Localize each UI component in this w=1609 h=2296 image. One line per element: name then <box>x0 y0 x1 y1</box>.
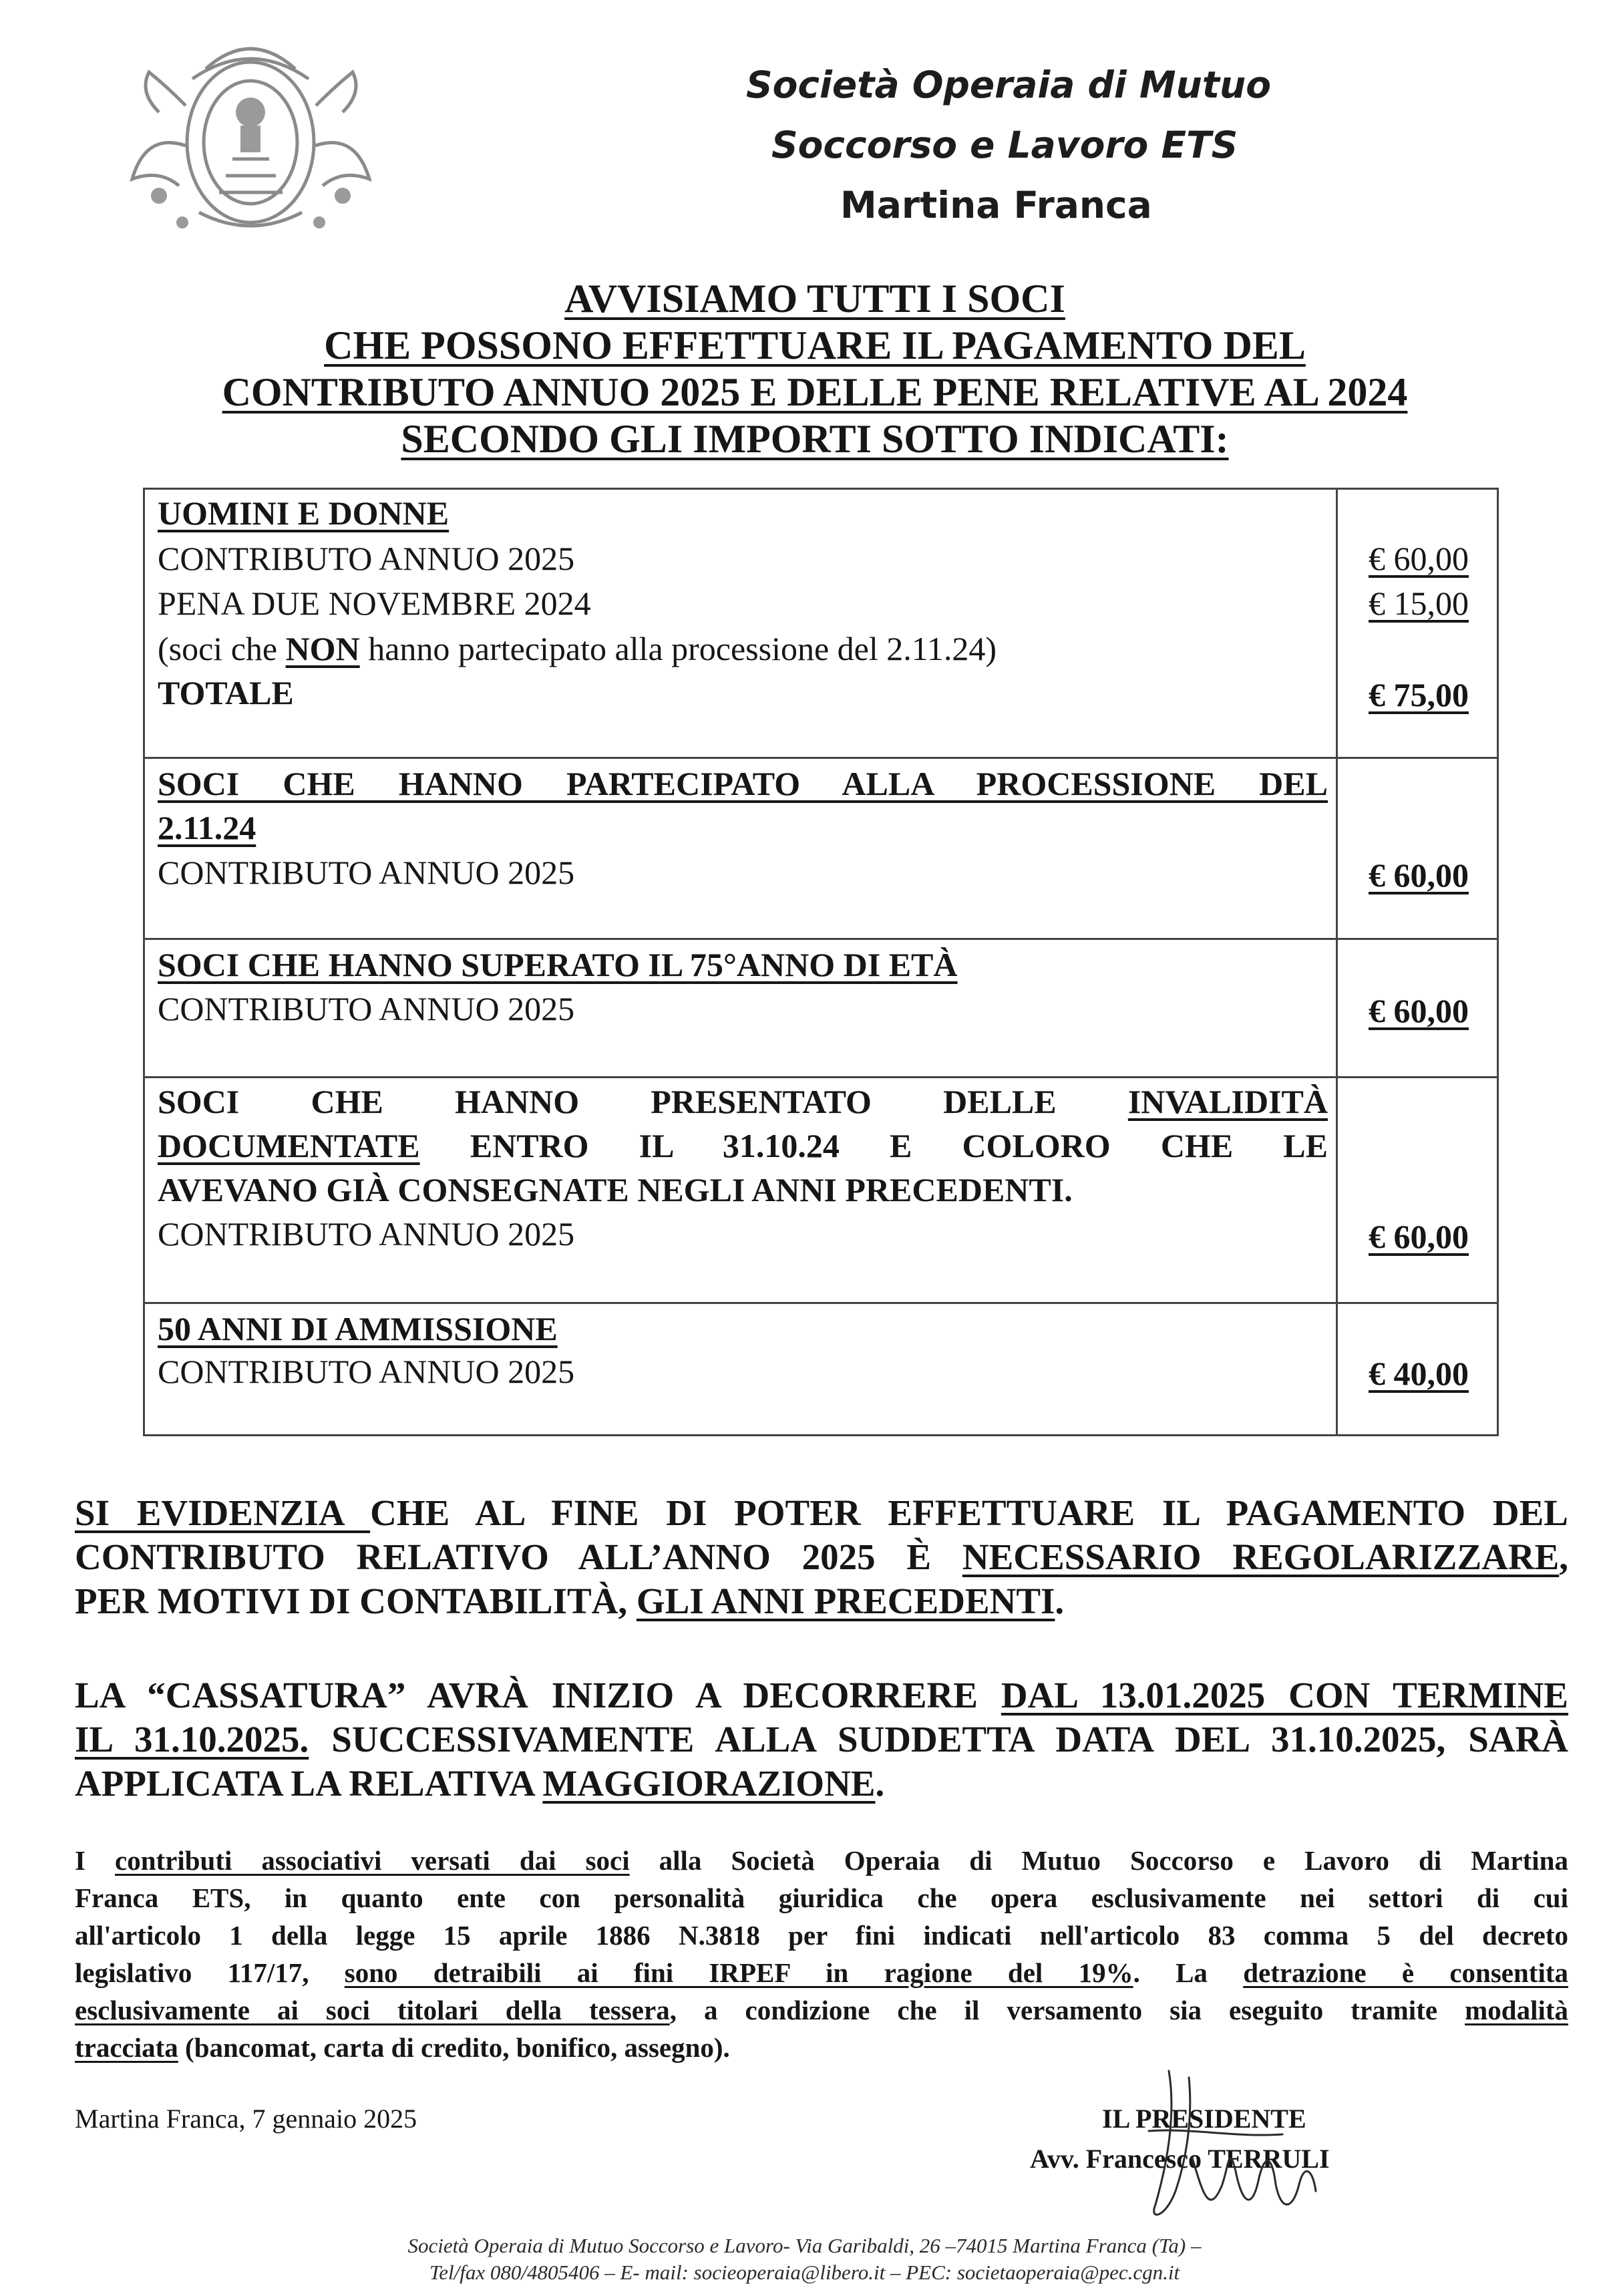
row4-amount: € 60,00 <box>1369 1218 1469 1255</box>
row5-title: 50 ANNI DI AMMISSIONE <box>158 1310 558 1347</box>
letterhead-line-2: Soccorso e Lavoro ETS <box>771 124 1238 166</box>
cassatura-line-1: LA “CASSATURA” AVRÀ INIZIO A DECORRERE DAL 13.01.2025 CON TERMINE <box>75 1675 1568 1715</box>
place-date: Martina Franca, 7 gennaio 2025 <box>75 2104 417 2134</box>
row4-line-3: AVEVANO GIÀ CONSEGNATE NEGLI ANNI PRECEDENTI. <box>158 1171 1073 1208</box>
evidenzia-line-3: PER MOTIVI DI CONTABILITÀ, GLI ANNI PRECEDENTI. <box>75 1581 1065 1621</box>
row4-line-2: DOCUMENTATE ENTRO IL 31.10.24 E COLORO CHE LE <box>158 1127 1328 1164</box>
evidenzia-line-1: SI EVIDENZIA CHE AL FINE DI POTER EFFETTUARE IL PAGAMENTO DEL <box>75 1492 1568 1533</box>
row1-pena-label: PENA DUE NOVEMBRE 2024 <box>158 585 591 622</box>
table-column-divider <box>1336 488 1338 1436</box>
letterhead-line-3: Martina Franca <box>840 184 1152 226</box>
row3-contributo-label: CONTRIBUTO ANNUO 2025 <box>158 990 575 1027</box>
row-title-uomini-donne: UOMINI E DONNE <box>158 494 450 532</box>
fiscale-line-4: legislativo 117/17, sono detraibili ai fini IRPEF in ragione del 19%. La detrazione è consentita <box>75 1957 1568 1988</box>
society-emblem-logo <box>119 32 383 239</box>
row3-amount: € 60,00 <box>1369 992 1469 1029</box>
row4-contributo-label: CONTRIBUTO ANNUO 2025 <box>158 1215 575 1253</box>
footer-contacts-line: Tel/fax 080/4805406 – E- mail: socieoperaia@libero.it – PEC: societaoperaia@pec.cgn.it <box>429 2261 1180 2284</box>
row1-pena-amount: € 15,00 <box>1369 585 1469 622</box>
row1-note: (soci che NON hanno partecipato alla processione del 2.11.24) <box>158 630 997 667</box>
footer-address-line: Società Operaia di Mutuo Soccorso e Lavoro- Via Garibaldi, 26 –74015 Martina Franca (Ta) – <box>407 2234 1202 2257</box>
table-row-divider <box>143 938 1499 940</box>
row1-contributo-amount: € 60,00 <box>1369 540 1469 577</box>
cassatura-line-3: APPLICATA LA RELATIVA MAGGIORAZIONE. <box>75 1763 885 1804</box>
row5-amount: € 40,00 <box>1369 1355 1469 1392</box>
row3-title: SOCI CHE HANNO SUPERATO IL 75°ANNO DI ETÀ <box>158 946 958 983</box>
row4-line-1: SOCI CHE HANNO PRESENTATO DELLE INVALIDITÀ <box>158 1083 1328 1120</box>
row2-amount: € 60,00 <box>1369 856 1469 894</box>
table-row-divider <box>143 1076 1499 1078</box>
fiscale-line-2: Franca ETS, in quanto ente con personalità giuridica che opera esclusivamente nei settori di cui <box>75 1882 1568 1913</box>
heading-line-4: SECONDO GLI IMPORTI SOTTO INDICATI: <box>401 417 1229 461</box>
fiscale-line-1: I contributi associativi versati dai soci alla Società Operaia di Mutuo Soccorso e Lavoro di Martina <box>75 1845 1568 1876</box>
fiscale-line-3: all'articolo 1 della legge 15 aprile 1886 N.3818 per fini indicati nell'articolo 83 comma 5 del decreto <box>75 1920 1568 1951</box>
row5-contributo-label: CONTRIBUTO ANNUO 2025 <box>158 1353 575 1390</box>
handwritten-signature <box>1129 2051 1343 2238</box>
table-row-divider <box>143 757 1499 759</box>
row1-totale-label: TOTALE <box>158 674 294 711</box>
fiscale-line-5: esclusivamente ai soci titolari della tessera, a condizione che il versamento sia eseguito tramite modalità <box>75 1995 1569 2025</box>
letterhead-line-1: Società Operaia di Mutuo <box>746 63 1271 106</box>
heading-line-1: AVVISIAMO TUTTI I SOCI <box>564 277 1065 321</box>
row1-totale-amount: € 75,00 <box>1369 676 1469 713</box>
signature-name: Avv. Francesco TERRULI <box>1030 2144 1330 2174</box>
heading-line-3: CONTRIBUTO ANNUO 2025 E DELLE PENE RELATIVE AL 2024 <box>222 370 1408 414</box>
signature-role: IL PRESIDENTE <box>1102 2104 1306 2134</box>
row2-title-line-1: SOCI CHE HANNO PARTECIPATO ALLA PROCESSIONE DEL <box>158 765 1328 802</box>
row1-contributo-label: CONTRIBUTO ANNUO 2025 <box>158 540 575 577</box>
row2-title-line-2: 2.11.24 <box>158 809 256 846</box>
row2-contributo-label: CONTRIBUTO ANNUO 2025 <box>158 854 575 891</box>
table-row-divider <box>143 1302 1499 1304</box>
cassatura-line-2: IL 31.10.2025. SUCCESSIVAMENTE ALLA SUDDETTA DATA DEL 31.10.2025, SARÀ <box>75 1719 1568 1760</box>
heading-line-2: CHE POSSONO EFFETTUARE IL PAGAMENTO DEL <box>324 323 1306 367</box>
fiscale-line-6: tracciata (bancomat, carta di credito, bonifico, assegno). <box>75 2032 730 2063</box>
evidenzia-line-2: CONTRIBUTO RELATIVO ALL’ANNO 2025 È NECESSARIO REGOLARIZZARE, <box>75 1536 1568 1577</box>
